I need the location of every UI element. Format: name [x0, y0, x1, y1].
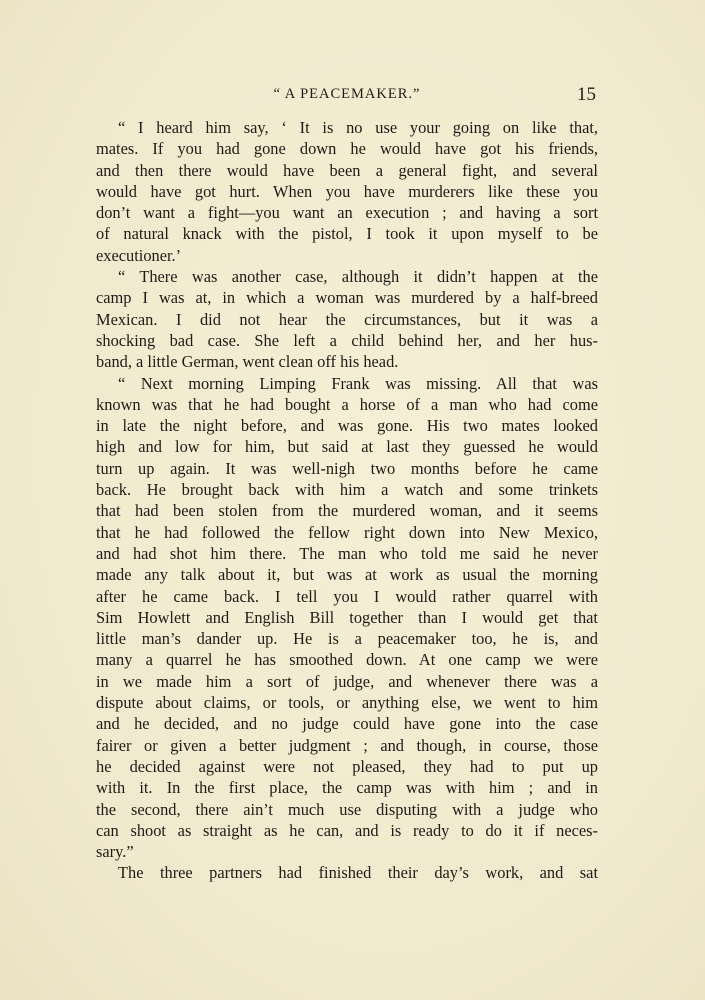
text-line: that had been stolen from the murdered woman, and it seems: [96, 501, 598, 521]
text-line: of natural knack with the pistol, I took it upon myself to be: [96, 224, 598, 244]
text-line: don’t want a fight—you want an execution ; and having a sort: [96, 203, 598, 223]
text-line: in late the night before, and was gone. His two mates looked: [96, 416, 598, 436]
text-line: The three partners had finished their day’s work, and sat: [118, 863, 598, 883]
text-line: known was that he had bought a horse of a man who had come: [96, 394, 598, 414]
text-line: shocking bad case. She left a child behind her, and her hus-: [96, 330, 598, 350]
text-line: sary.”: [96, 842, 134, 862]
text-line: turn up again. It was well-nigh two months before he came: [96, 458, 598, 478]
text-line: after he came back. I tell you I would rather quarrel with: [96, 586, 598, 606]
text-line: Mexican. I did not hear the circumstances, but it was a: [96, 309, 598, 329]
text-line: camp I was at, in which a woman was murdered by a half-breed: [96, 288, 598, 308]
text-line: made any talk about it, but was at work as usual the morning: [96, 565, 598, 585]
text-line: can shoot as straight as he can, and is ready to do it if neces-: [96, 820, 598, 840]
text-line: and then there would have been a general fight, and several: [96, 160, 598, 180]
text-line: “ There was another case, although it didn’t happen at the: [118, 267, 598, 287]
page-number: 15: [577, 84, 596, 105]
text-line: fairer or given a better judgment ; and though, in course, those: [96, 735, 598, 755]
text-line: dispute about claims, or tools, or anything else, we went to him: [96, 693, 598, 713]
text-line: in we made him a sort of judge, and whenever there was a: [96, 671, 598, 691]
text-line: executioner.’: [96, 245, 182, 265]
text-line: band, a little German, went clean off his head.: [96, 352, 399, 372]
text-line: he decided against were not pleased, they had to put up: [96, 756, 598, 776]
text-line: that he had followed the fellow right down into New Mexico,: [96, 522, 598, 542]
text-line: back. He brought back with him a watch and some trinkets: [96, 480, 598, 500]
text-line: “ Next morning Limping Frank was missing. All that was: [118, 373, 598, 393]
text-line: and had shot him there. The man who told me said he never: [96, 543, 598, 563]
running-title: “ A PEACEMAKER.”: [273, 86, 421, 102]
text-line: the second, there ain’t much use disputing with a judge who: [96, 799, 598, 819]
text-line: with it. In the first place, the camp was with him ; and in: [96, 778, 598, 798]
text-line: mates. If you had gone down he would have got his friends,: [96, 139, 598, 159]
text-line: and he decided, and no judge could have gone into the case: [96, 714, 598, 734]
text-line: Sim Howlett and English Bill together than I would get that: [96, 607, 598, 627]
text-line: many a quarrel he has smoothed down. At one camp we were: [96, 650, 598, 670]
text-line: would have got hurt. When you have murderers like these you: [96, 181, 598, 201]
text-line: little man’s dander up. He is a peacemaker too, he is, and: [96, 629, 598, 649]
text-line: “ I heard him say, ‘ It is no use your going on like that,: [118, 118, 598, 137]
body-text: [96, 117, 598, 884]
running-head: [96, 84, 598, 108]
text-line: high and low for him, but said at last they guessed he would: [96, 437, 598, 457]
